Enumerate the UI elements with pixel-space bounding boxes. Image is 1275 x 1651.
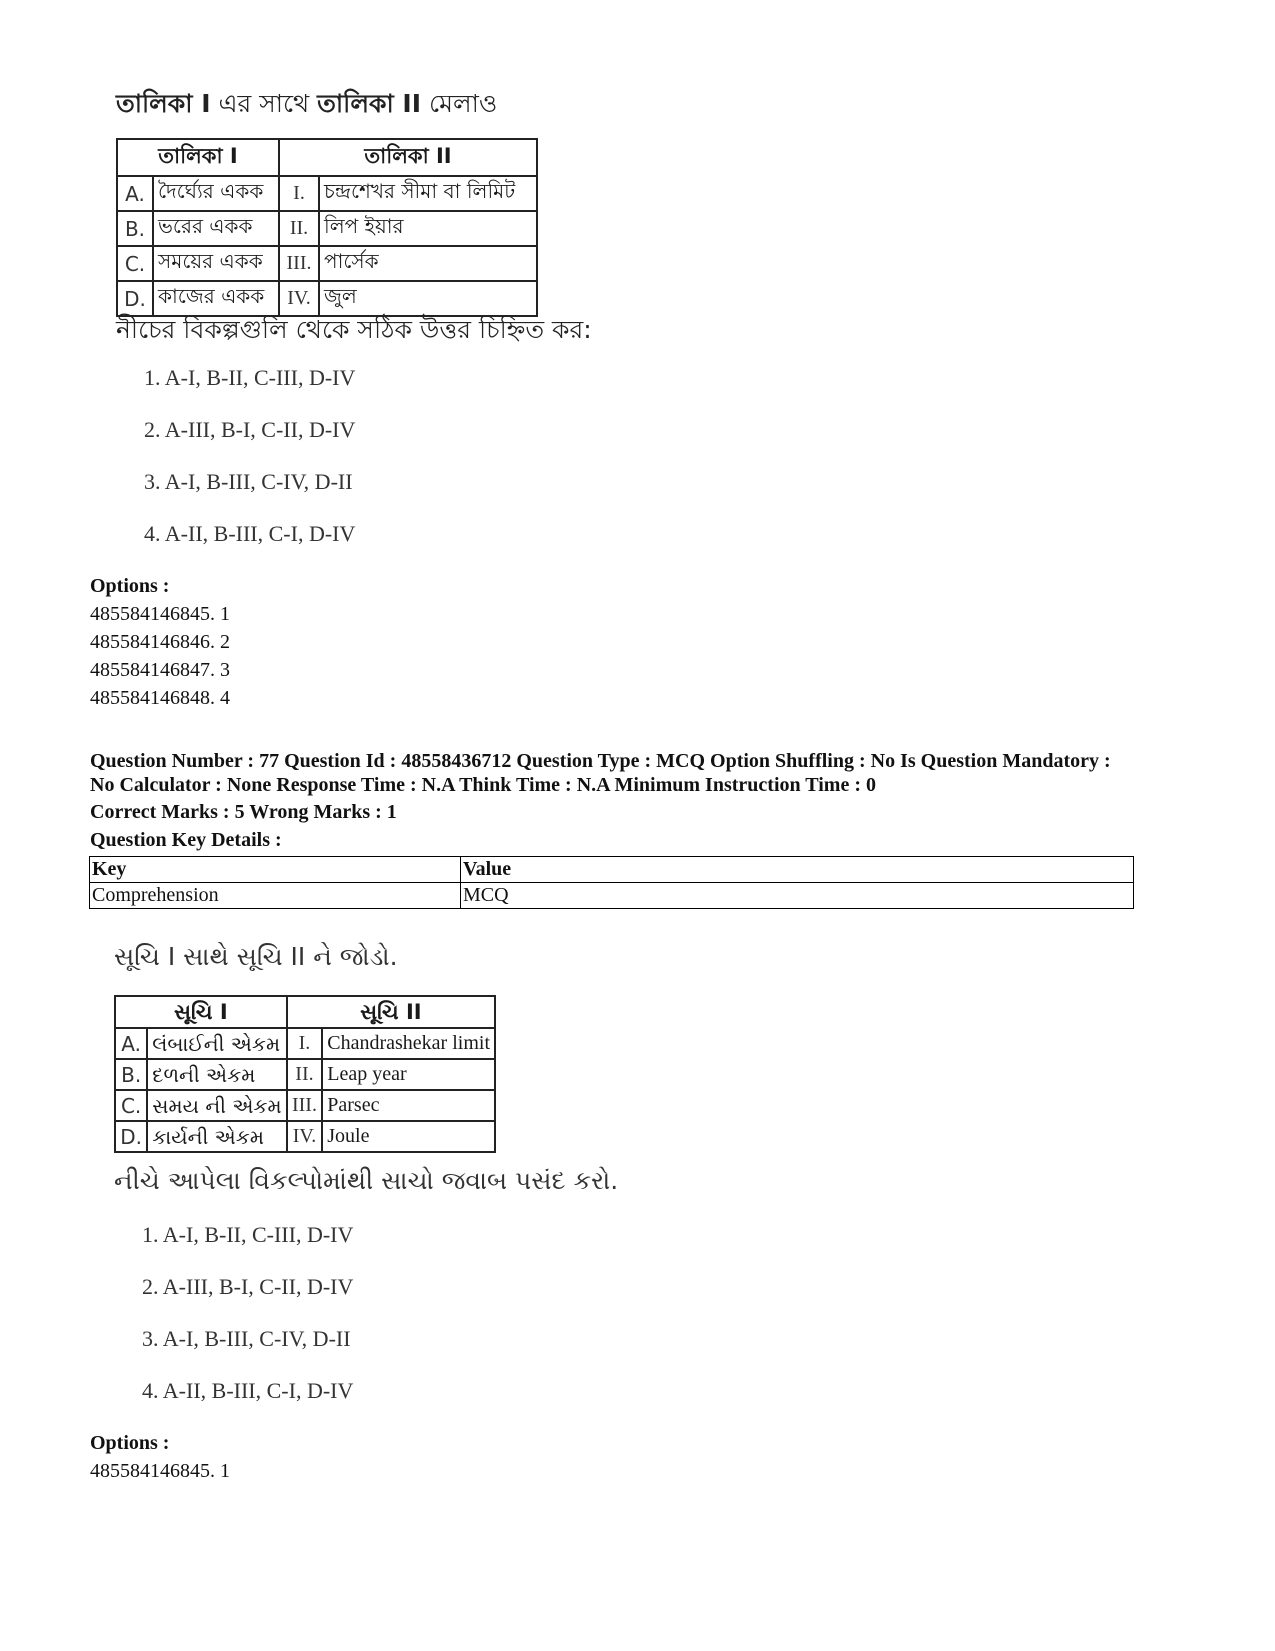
table-row [117, 246, 537, 281]
table-row [117, 176, 537, 211]
row-numeral: II. [287, 1059, 323, 1090]
option-id-1: 485584146845. 1 [90, 603, 230, 625]
table-header-row [115, 996, 495, 1028]
answer-choice-1: 1. A-I, B-II, C-III, D-IV [144, 365, 356, 390]
key-cell: Comprehension [90, 883, 461, 909]
table-row [117, 211, 537, 246]
question-meta-line-2: No Calculator : None Response Time : N.A Think Time : N.A Minimum Instruction Time : 0 [90, 774, 876, 796]
table-row [90, 883, 1134, 909]
right-item: চন্দ্রশেখর সীমা বা লিমিট [319, 176, 537, 211]
key-header: Key [90, 857, 461, 883]
question-meta [90, 749, 1190, 797]
left-item: કાર્યની એકમ [147, 1121, 286, 1152]
table-row [115, 1059, 495, 1090]
table-row [115, 1090, 495, 1121]
bengali-match-table [116, 138, 538, 317]
left-item: সময়ের একক [153, 246, 279, 281]
options-label: Options : [90, 1432, 170, 1454]
row-label: D. [115, 1121, 147, 1152]
option-id-1: 485584146845. 1 [90, 1460, 230, 1482]
option-id-3: 485584146847. 3 [90, 659, 230, 681]
left-item: લંબાઈની એકમ [147, 1028, 286, 1059]
left-item: સમય ની એકમ [147, 1090, 286, 1121]
key-details-label: Question Key Details : [90, 829, 282, 851]
options-label: Options : [90, 575, 170, 597]
column-header-list-1: তালিকা I [117, 139, 279, 176]
left-item: কাজের একক [153, 281, 279, 316]
row-numeral: III. [279, 246, 319, 281]
column-header-list-2: তালিকা II [279, 139, 537, 176]
right-item: Joule [322, 1121, 495, 1152]
gujarati-question-heading: સૂચિ I સાથે સૂચિ II ને જોડો. [114, 942, 398, 971]
right-item: লিপ ইয়ার [319, 211, 537, 246]
answer-choice-3: 3. A-I, B-III, C-IV, D-II [144, 469, 353, 494]
answer-choice-2: 2. A-III, B-I, C-II, D-IV [144, 417, 356, 442]
row-label: C. [115, 1090, 147, 1121]
answer-choice-2: 2. A-III, B-I, C-II, D-IV [142, 1274, 354, 1299]
answer-choice-3: 3. A-I, B-III, C-IV, D-II [142, 1326, 351, 1351]
question-meta-line-1: Question Number : 77 Question Id : 48558436712 Question Type : MCQ Option Shuffling : No Is Question Mandatory : [90, 750, 1111, 772]
row-label: B. [117, 211, 153, 246]
row-numeral: IV. [279, 281, 319, 316]
row-label: A. [115, 1028, 147, 1059]
gujarati-instruction: નીચે આપેલા વિકલ્પોમાંથી સાચો જવાબ પસંદ કરો. [114, 1166, 619, 1195]
column-header-list-2: સૂચિ II [287, 996, 495, 1028]
marks-info: Correct Marks : 5 Wrong Marks : 1 [90, 801, 397, 823]
table-row [115, 1028, 495, 1059]
table-row [90, 857, 1134, 883]
left-item: দৈর্ঘ্যের একক [153, 176, 279, 211]
row-numeral: III. [287, 1090, 323, 1121]
column-header-list-1: સૂચિ I [115, 996, 287, 1028]
row-label: A. [117, 176, 153, 211]
row-label: D. [117, 281, 153, 316]
option-id-4: 485584146848. 4 [90, 687, 230, 709]
value-header: Value [461, 857, 1134, 883]
row-numeral: I. [279, 176, 319, 211]
table-header-row [117, 139, 537, 176]
bengali-question-heading: তালিকা I এর সাথে তালিকা II মেলাও [116, 89, 498, 118]
row-label: C. [117, 246, 153, 281]
answer-choice-4: 4. A-II, B-III, C-I, D-IV [142, 1378, 354, 1403]
right-item: Chandrashekar limit [322, 1028, 495, 1059]
option-id-2: 485584146846. 2 [90, 631, 230, 653]
row-label: B. [115, 1059, 147, 1090]
right-item: Parsec [322, 1090, 495, 1121]
row-numeral: II. [279, 211, 319, 246]
table-row [115, 1121, 495, 1152]
left-item: દળની એકમ [147, 1059, 286, 1090]
gujarati-match-table [114, 995, 496, 1153]
value-cell: MCQ [461, 883, 1134, 909]
row-numeral: IV. [287, 1121, 323, 1152]
row-numeral: I. [287, 1028, 323, 1059]
right-item: Leap year [322, 1059, 495, 1090]
answer-choice-1: 1. A-I, B-II, C-III, D-IV [142, 1222, 354, 1247]
bengali-instruction: নীচের বিকল্পগুলি থেকে সঠিক উত্তর চিহ্নিত কর: [116, 315, 592, 344]
left-item: ভরের একক [153, 211, 279, 246]
right-item: জুল [319, 281, 537, 316]
answer-choice-4: 4. A-II, B-III, C-I, D-IV [144, 521, 356, 546]
right-item: পার্সেক [319, 246, 537, 281]
key-details-table [89, 856, 1134, 909]
